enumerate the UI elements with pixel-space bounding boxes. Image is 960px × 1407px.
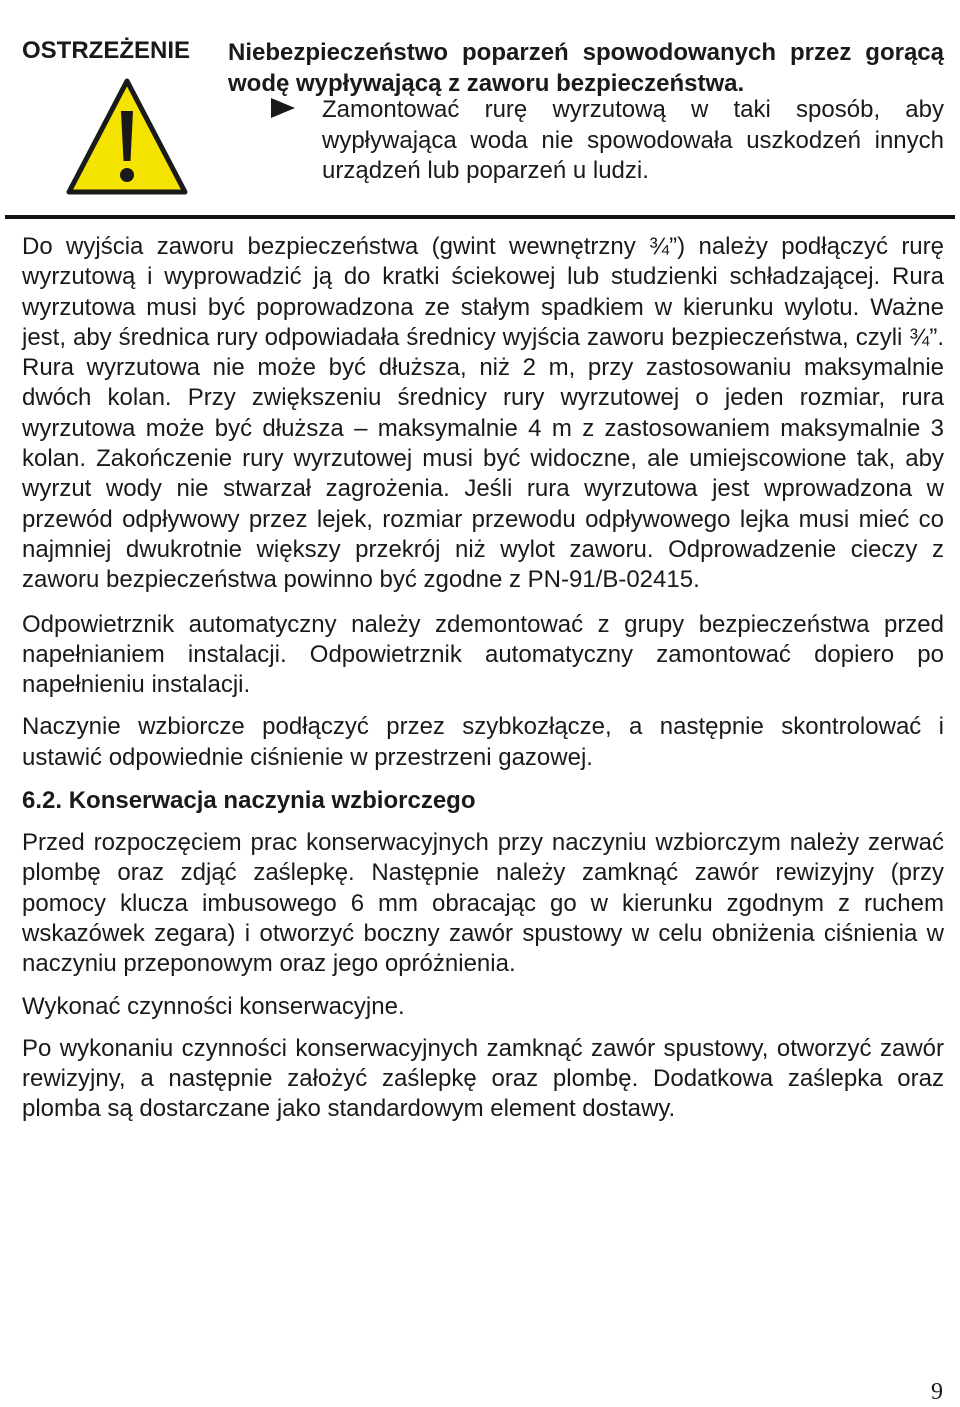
warning-instruction: Zamontować rurę wyrzutową w taki sposób, aby wypływająca woda nie spowodowała uszkodzeń innych urządzeń lub poparzeń u ludzi. bbox=[322, 96, 944, 184]
document-body bbox=[22, 232, 944, 1125]
right-pointer-icon bbox=[270, 97, 296, 119]
section-heading: 6.2. Konserwacja naczynia wzbiorczego bbox=[22, 787, 476, 815]
paragraph-air-vent: Odpowietrznik automatyczny należy zdemontować z grupy bezpieczeństwa przed napełnianiem instalacji. Odpowietrznik automatyczny zamontować dopiero po napełnieniu instalacji. bbox=[22, 610, 944, 699]
page-number: 9 bbox=[931, 1379, 943, 1405]
warning-block bbox=[22, 30, 944, 190]
warning-title: Niebezpieczeństwo poparzeń spowodowanych przez gorącą wodę wypływającą z zaworu bezpieczeństwa. bbox=[228, 39, 944, 97]
paragraph-do-maintenance: Wykonać czynności konserwacyjne. bbox=[22, 992, 405, 1020]
paragraph-maintenance-steps: Przed rozpoczęciem prac konserwacyjnych przy naczyniu wzbiorczym należy zerwać plombę oraz zdjąć zaślepkę. Następnie należy zamknąć zawór rewizyjny (przy pomocy klucza imbusowego 6 mm obracając go w kierunku zgodnym z ruchem wskazówek zegara) i otworzyć boczny zawór spustowy w celu obniżenia ciśnienia w naczyniu przeponowym oraz jego opróżnienia. bbox=[22, 829, 944, 978]
section-divider bbox=[5, 215, 955, 219]
paragraph-expansion-vessel: Naczynie wzbiorcze podłączyć przez szybkozłącze, a następnie skontrolować i ustawić odpowiednie ciśnienie w przestrzeni gazowej. bbox=[22, 713, 944, 771]
paragraph-after-maintenance: Po wykonaniu czynności konserwacyjnych zamknąć zawór spustowy, otworzyć zawór rewizyjny, a następnie założyć zaślepkę oraz plombę. Dodatkowa zaślepka oraz plomba są dostarczane jako standardowym element dostawy. bbox=[22, 1034, 944, 1123]
paragraph-discharge-pipe: Do wyjścia zaworu bezpieczeństwa (gwint wewnętrzny ¾”) należy podłączyć rurę wyrzutową i wyprowadzić ją do kratki ściekowej lub studzienki schładzającej. Rura wyrzutowa musi być poprowadzona ze stałym spadkiem w kierunku wylotu. Ważne jest, aby średnica rury odpowiadała średnicy wyjścia zaworu bezpieczeństwa, czyli ¾”. Rura wyrzutowa nie może być dłuższa, niż 2 m, przy zastosowaniu maksymalnie dwóch kolan. Przy zwiększeniu średnicy rury wyrzutowej o jeden rozmiar, rura wyrzutowa może być dłuższa – maksymalnie 4 m z zastosowaniem maksymalnie 3 kolan. Zakończenie rury wyrzutowej musi być widoczne, ale umiejscowione tak, aby wyrzut wody nie stwarzał zagrożenia. Jeśli rura wyrzutowa jest wprowadzona w przewód odpływowy przez lejek, rozmiar przewodu odpływowego lejka musi mieć co najmniej dwukrotnie większy przekrój niż wylot zaworu. Odprowadzenie cieczy z zaworu bezpieczeństwa powinno być zgodne z PN-91/B-02415. bbox=[22, 233, 944, 594]
warning-icon bbox=[66, 78, 188, 196]
warning-label: OSTRZEŻENIE bbox=[22, 37, 191, 64]
